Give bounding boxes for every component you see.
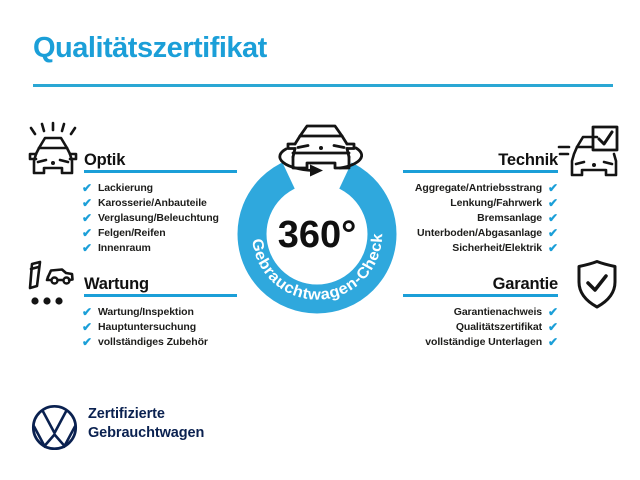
list-item-label: Garantienachweis <box>453 305 543 318</box>
check-icon: ✔ <box>548 195 558 210</box>
list-item-label: Qualitätszertifikat <box>455 320 543 333</box>
brand-line-1: Zertifizierte <box>88 406 165 422</box>
list-item-label: Innenraum <box>97 241 151 254</box>
check-icon: ✔ <box>548 304 558 319</box>
list-item-label: Karosserie/Anbauteile <box>97 196 207 209</box>
car-checkbox-icon <box>557 121 621 181</box>
optik-list <box>82 180 219 255</box>
check-icon: ✔ <box>548 210 558 225</box>
check-icon: ✔ <box>82 225 92 240</box>
list-item <box>82 334 208 349</box>
technik-heading: Technik <box>498 151 558 169</box>
list-item-label: Hauptuntersuchung <box>97 320 197 333</box>
list-item-label: Lenkung/Fahrwerk <box>450 196 543 209</box>
list-item-label: Verglasung/Beleuchtung <box>97 211 219 224</box>
check-icon: ✔ <box>82 319 92 334</box>
list-item <box>82 195 219 210</box>
list-item-label: Wartung/Inspektion <box>97 305 194 318</box>
wartung-underline <box>84 294 237 297</box>
brand-line-2: Gebrauchtwagen <box>88 425 205 441</box>
check-icon: ✔ <box>82 180 92 195</box>
list-item-label: Lackierung <box>97 181 153 194</box>
check-icon: ✔ <box>548 319 558 334</box>
list-item-label: Sicherheit/Elektrik <box>452 241 543 254</box>
optik-underline <box>84 170 237 173</box>
list-item <box>82 225 219 240</box>
list-item <box>82 319 208 334</box>
check-icon: ✔ <box>548 180 558 195</box>
check-icon: ✔ <box>548 240 558 255</box>
check-icon: ✔ <box>82 334 92 349</box>
page-title: Qualitätszertifikat <box>33 32 267 64</box>
badge-degree-label: 360° <box>277 214 357 256</box>
badge-ring-label: Gebrauchtwagen-Check <box>248 233 387 304</box>
list-item-label: vollständiges Zubehör <box>97 335 208 348</box>
list-item-label: Felgen/Reifen <box>97 226 166 239</box>
list-item <box>82 180 219 195</box>
list-item-label: Aggregate/Antriebsstrang <box>414 181 543 194</box>
pen-checklist-car-icon <box>24 256 76 314</box>
brand-wordmark <box>88 405 204 443</box>
shield-check-icon <box>574 257 620 311</box>
check-icon: ✔ <box>82 195 92 210</box>
title-divider <box>33 84 613 87</box>
car-front-shine-icon <box>26 121 80 181</box>
badge-360-gebrauchtwagen-check <box>225 113 417 325</box>
vw-logo <box>30 403 79 452</box>
check-icon: ✔ <box>82 304 92 319</box>
check-icon: ✔ <box>82 210 92 225</box>
list-item-label: vollständige Unterlagen <box>425 335 543 348</box>
list-item <box>380 334 558 349</box>
optik-heading: Optik <box>84 151 126 169</box>
list-item-label: Unterboden/Abgasanlage <box>417 226 543 239</box>
list-item-label: Bremsanlage <box>477 211 543 224</box>
check-icon: ✔ <box>82 240 92 255</box>
wartung-heading: Wartung <box>84 275 149 293</box>
check-icon: ✔ <box>548 334 558 349</box>
garantie-underline <box>403 294 558 297</box>
list-item <box>82 240 219 255</box>
check-icon: ✔ <box>548 225 558 240</box>
list-item <box>82 210 219 225</box>
technik-underline <box>403 170 558 173</box>
wartung-list <box>82 304 208 349</box>
garantie-heading: Garantie <box>492 275 558 293</box>
list-item <box>82 304 208 319</box>
